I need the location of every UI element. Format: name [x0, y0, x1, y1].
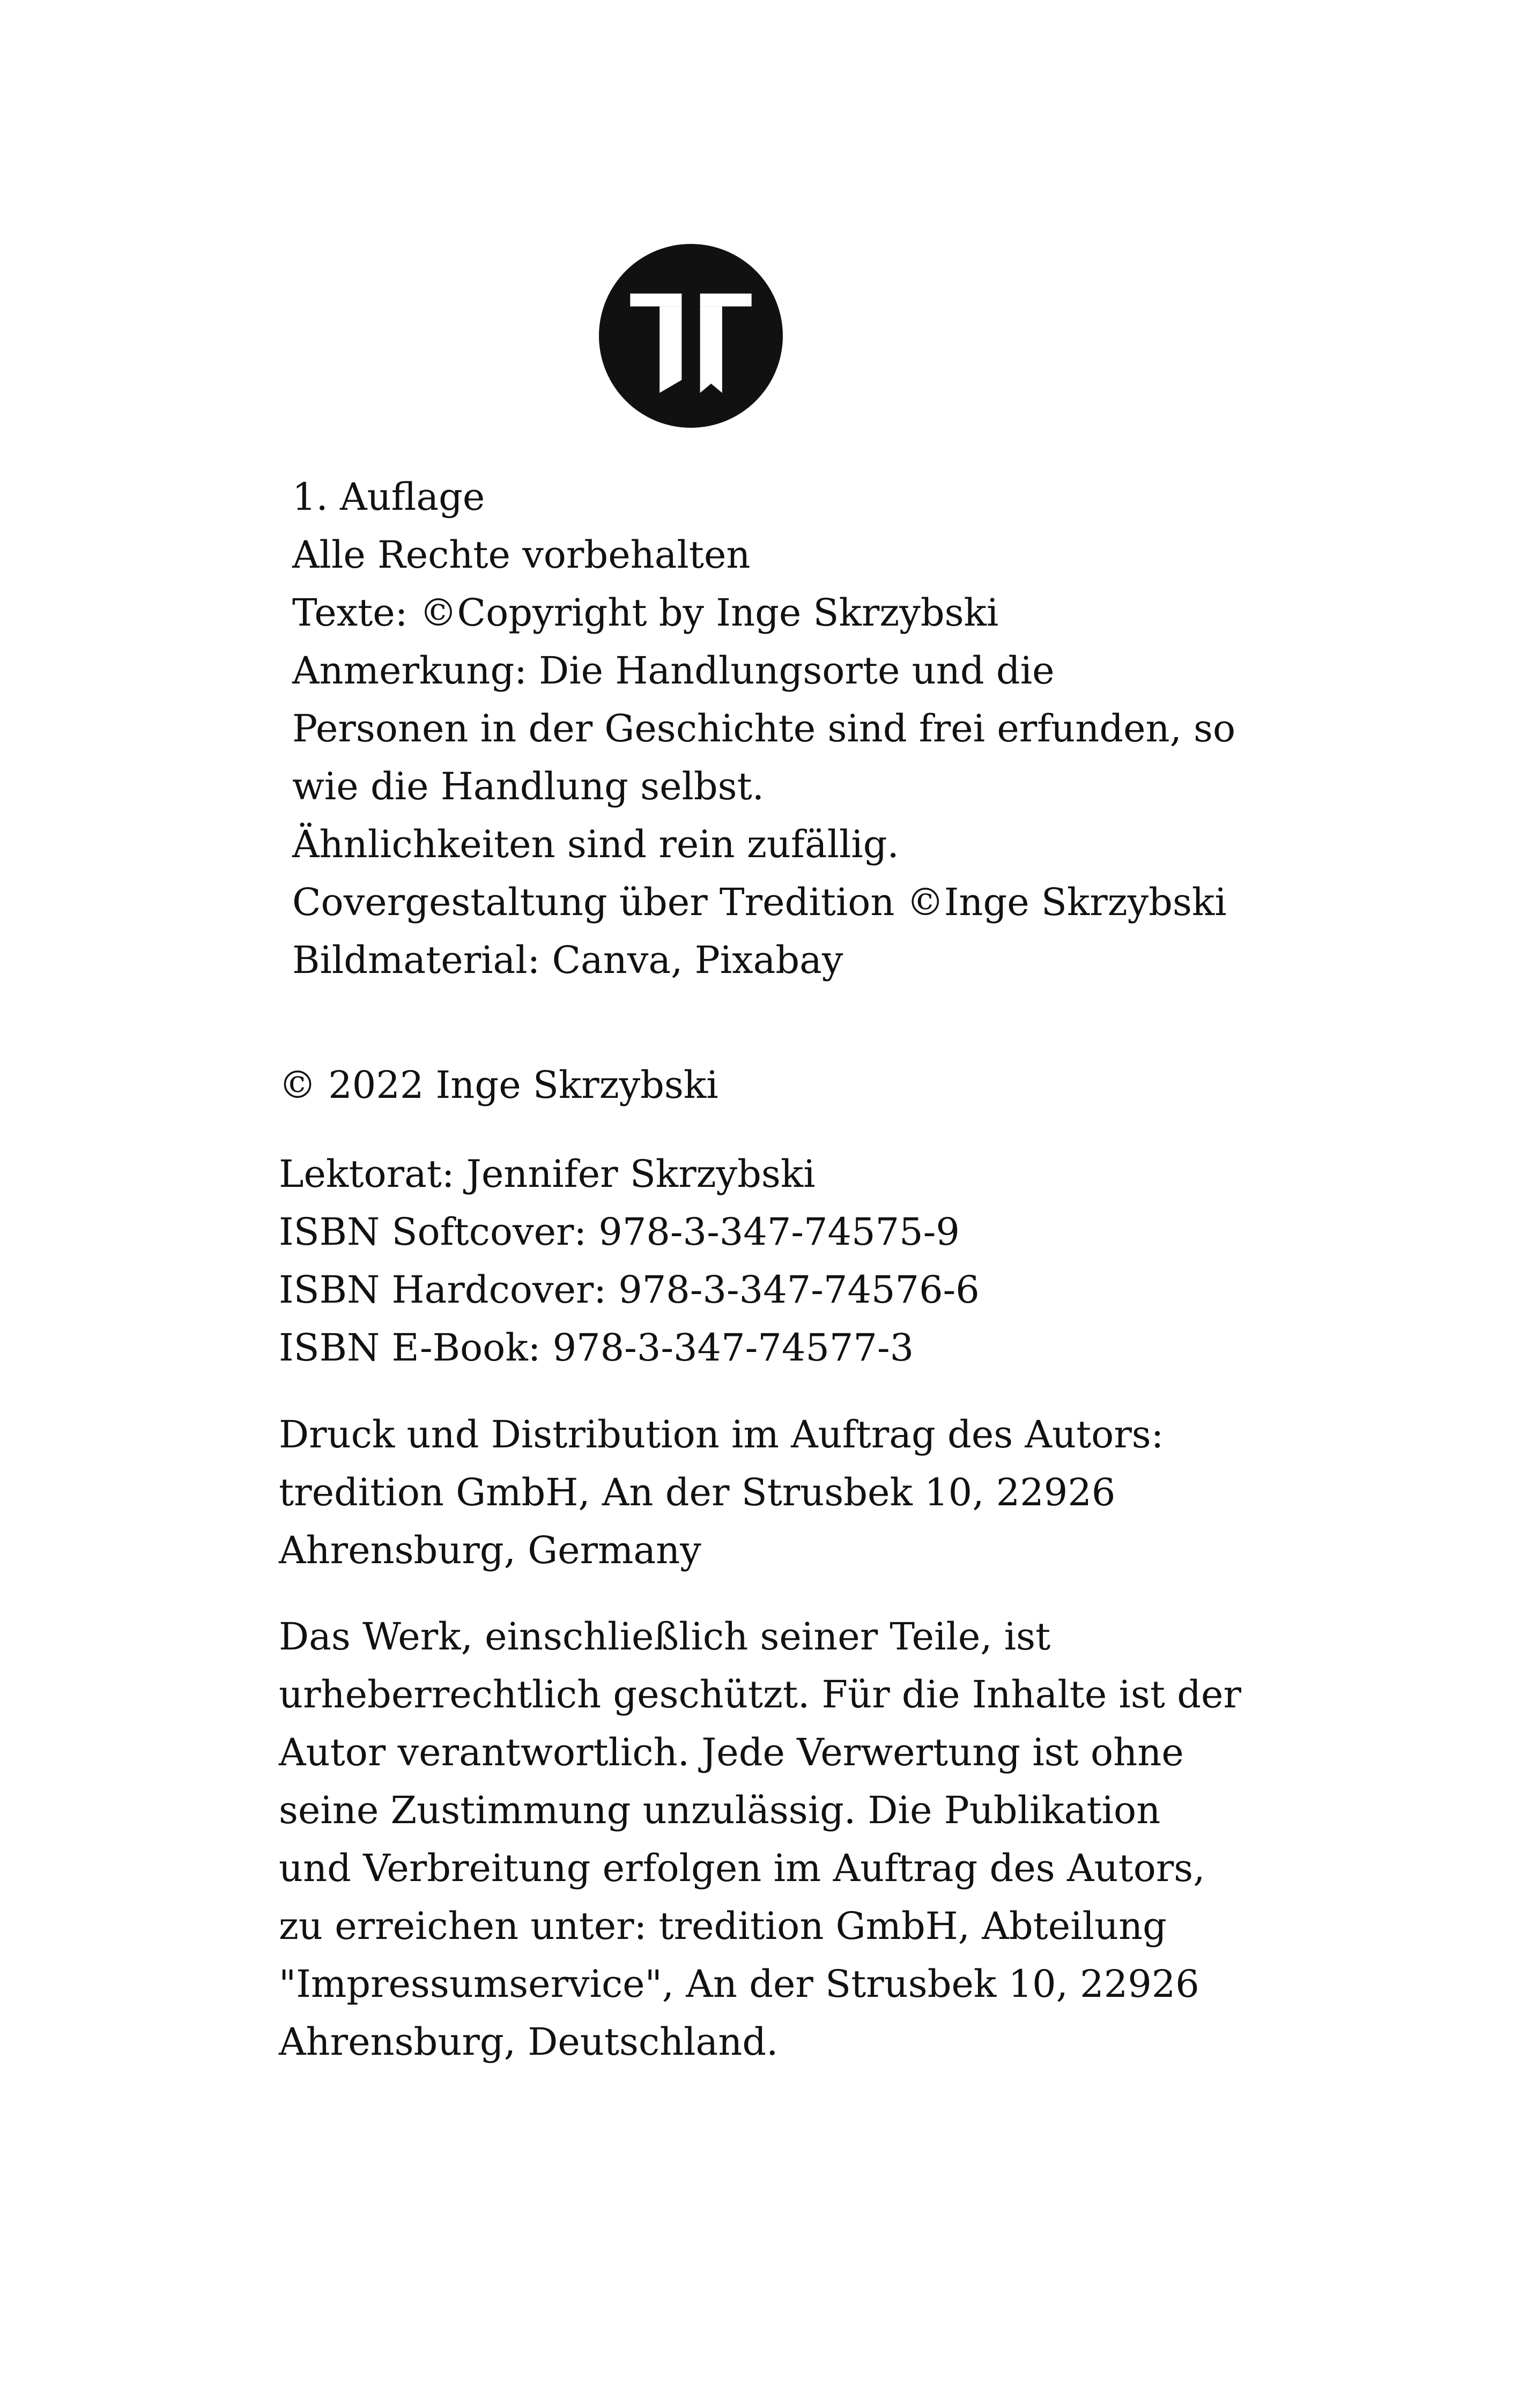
- logo-stem-right: [700, 307, 722, 393]
- isbn-hardcover-line: ISBN Hardcover: 978-3-347-74576-6: [279, 1268, 980, 1312]
- logo-bar-right: [700, 294, 752, 307]
- copyright-line: © 2022 Inge Skrzybski: [279, 1063, 718, 1107]
- tredition-logo-icon: [599, 244, 783, 428]
- copyright-block: [279, 1056, 718, 1114]
- similarity-line: Ähnlichkeiten sind rein zufällig.: [292, 822, 899, 866]
- cover-design-line: Covergestaltung über Tredition ©Inge Skrzybski: [292, 880, 1227, 924]
- logo-stem-left: [660, 307, 681, 393]
- isbn-block: [279, 1145, 980, 1377]
- note-line-2: Personen in der Geschichte sind frei erfunden, so: [292, 707, 1236, 750]
- print-distribution-block: [279, 1406, 1164, 1579]
- print-line-1: Druck und Distribution im Auftrag des Autors:: [279, 1413, 1164, 1456]
- legal-line-2: urheberrechtlich geschützt. Für die Inhalte ist der: [279, 1673, 1241, 1716]
- legal-notice-block: [279, 1608, 1241, 2071]
- text-copyright-line: Texte: ©Copyright by Inge Skrzybski: [292, 591, 999, 635]
- print-line-2: tredition GmbH, An der Strusbek 10, 22926: [279, 1470, 1116, 1514]
- legal-line-7: "Impressumservice", An der Strusbek 10, 22926: [279, 1962, 1199, 2006]
- note-line-3: wie die Handlung selbst.: [292, 764, 764, 808]
- legal-line-5: und Verbreitung erfolgen im Auftrag des Autors,: [279, 1846, 1205, 1890]
- logo-bar-left: [630, 294, 681, 307]
- isbn-ebook-line: ISBN E-Book: 978-3-347-74577-3: [279, 1326, 914, 1370]
- legal-line-6: zu erreichen unter: tredition GmbH, Abteilung: [279, 1904, 1167, 1948]
- print-line-3: Ahrensburg, Germany: [279, 1528, 701, 1572]
- edition-line: 1. Auflage: [292, 475, 485, 519]
- legal-line-1: Das Werk, einschließlich seiner Teile, ist: [279, 1615, 1051, 1659]
- note-line-1: Anmerkung: Die Handlungsorte und die: [292, 649, 1055, 693]
- isbn-softcover-line: ISBN Softcover: 978-3-347-74575-9: [279, 1210, 960, 1254]
- logo-circle: [599, 244, 783, 428]
- legal-line-8: Ahrensburg, Deutschland.: [279, 2020, 779, 2064]
- rights-block: [292, 468, 1235, 989]
- editor-line: Lektorat: Jennifer Skrzybski: [279, 1152, 816, 1196]
- image-material-line: Bildmaterial: Canva, Pixabay: [292, 938, 843, 982]
- legal-line-3: Autor verantwortlich. Jede Verwertung ist ohne: [279, 1730, 1184, 1774]
- legal-line-4: seine Zustimmung unzulässig. Die Publikation: [279, 1788, 1161, 1832]
- rights-reserved-line: Alle Rechte vorbehalten: [292, 533, 751, 577]
